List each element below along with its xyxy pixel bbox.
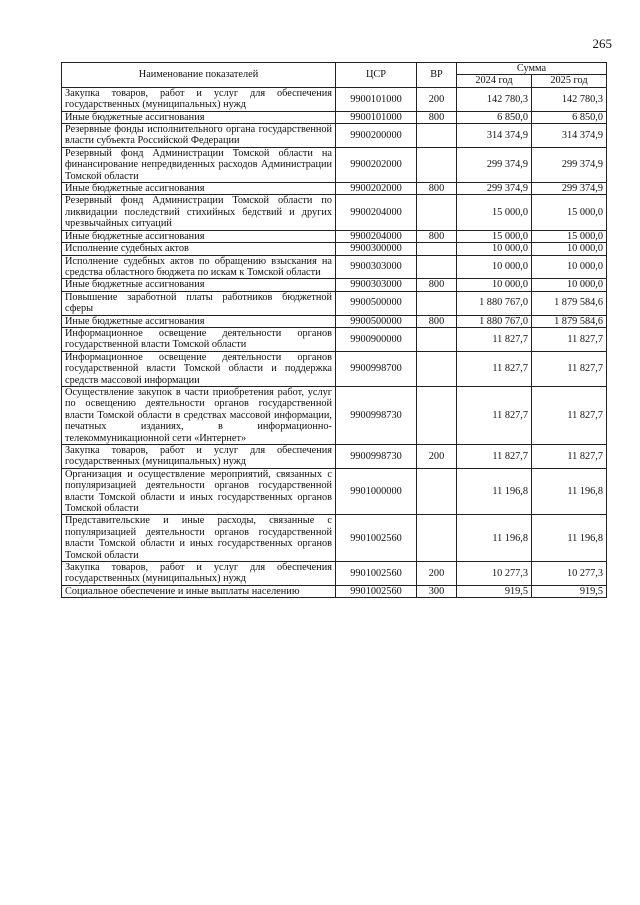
row-csr: 9900202000 (336, 183, 417, 195)
row-csr: 9900303000 (336, 279, 417, 291)
row-sum-2024: 1 880 767,0 (457, 291, 532, 315)
row-name: Резервный фонд Администрации Томской области на финансирование непредвиденных расходов Администрации Томской области (62, 147, 336, 182)
header-year-2024: 2024 год (457, 75, 532, 87)
table-row (62, 562, 607, 586)
row-name: Резервные фонды исполнительного органа государственной власти субъекта Российской Федерации (62, 124, 336, 148)
row-name: Информационное освещение деятельности органов государственной власти Томской области (62, 327, 336, 351)
row-name: Иные бюджетные ассигнования (62, 315, 336, 327)
row-sum-2025: 11 827,7 (532, 327, 607, 351)
row-sum-2024: 6 850,0 (457, 111, 532, 123)
table-row (62, 315, 607, 327)
row-vr: 800 (417, 279, 457, 291)
table-row (62, 255, 607, 279)
table-row (62, 468, 607, 515)
row-name: Иные бюджетные ассигнования (62, 111, 336, 123)
row-sum-2025: 919,5 (532, 585, 607, 597)
row-vr: 300 (417, 585, 457, 597)
row-csr: 9900202000 (336, 147, 417, 182)
row-sum-2025: 299 374,9 (532, 183, 607, 195)
header-vr: ВР (417, 63, 457, 88)
table-row (62, 87, 607, 111)
table-row (62, 243, 607, 255)
row-sum-2024: 299 374,9 (457, 183, 532, 195)
row-sum-2024: 11 827,7 (457, 445, 532, 469)
row-name: Осуществление закупок в части приобретения работ, услуг по освещению деятельности органов государственной власти Томской области в средствах массовой информации, печатных изданиях, в информационно-телекоммуникационной сети «Интернет» (62, 386, 336, 444)
row-name: Информационное освещение деятельности органов государственной власти Томской области и поддержка средств массовой информации (62, 351, 336, 386)
row-sum-2024: 142 780,3 (457, 87, 532, 111)
header-year-2025: 2025 год (532, 75, 607, 87)
row-sum-2024: 919,5 (457, 585, 532, 597)
row-sum-2025: 11 827,7 (532, 445, 607, 469)
row-name: Исполнение судебных актов по обращению взыскания на средства областного бюджета по искам к Томской области (62, 255, 336, 279)
row-vr (417, 243, 457, 255)
row-sum-2025: 1 879 584,6 (532, 315, 607, 327)
row-sum-2024: 11 827,7 (457, 386, 532, 444)
row-csr: 9900200000 (336, 124, 417, 148)
row-vr (417, 147, 457, 182)
table-row (62, 230, 607, 242)
row-sum-2024: 11 827,7 (457, 351, 532, 386)
row-name: Закупка товаров, работ и услуг для обеспечения государственных (муниципальных) нужд (62, 562, 336, 586)
page-number: 265 (592, 36, 612, 51)
row-csr: 9901000000 (336, 468, 417, 515)
row-vr: 800 (417, 183, 457, 195)
row-vr (417, 327, 457, 351)
table-body (62, 87, 607, 597)
row-sum-2025: 6 850,0 (532, 111, 607, 123)
row-name: Повышение заработной платы работников бюджетной сферы (62, 291, 336, 315)
row-sum-2025: 10 000,0 (532, 243, 607, 255)
row-sum-2024: 11 827,7 (457, 327, 532, 351)
row-vr (417, 195, 457, 230)
row-sum-2024: 11 196,8 (457, 515, 532, 562)
row-vr (417, 515, 457, 562)
row-sum-2025: 10 000,0 (532, 279, 607, 291)
row-sum-2025: 15 000,0 (532, 230, 607, 242)
row-sum-2025: 299 374,9 (532, 147, 607, 182)
table-row (62, 585, 607, 597)
row-sum-2024: 10 000,0 (457, 243, 532, 255)
row-csr: 9901002560 (336, 562, 417, 586)
table-row (62, 327, 607, 351)
row-csr: 9900500000 (336, 315, 417, 327)
table-row (62, 445, 607, 469)
row-sum-2025: 314 374,9 (532, 124, 607, 148)
row-csr: 9901002560 (336, 515, 417, 562)
row-sum-2025: 1 879 584,6 (532, 291, 607, 315)
row-csr: 9900500000 (336, 291, 417, 315)
row-name: Социальное обеспечение и иные выплаты населению (62, 585, 336, 597)
row-vr: 800 (417, 230, 457, 242)
table-row (62, 386, 607, 444)
table-row (62, 195, 607, 230)
row-vr: 800 (417, 315, 457, 327)
table-row (62, 291, 607, 315)
row-vr: 200 (417, 562, 457, 586)
row-name: Иные бюджетные ассигнования (62, 279, 336, 291)
row-sum-2024: 314 374,9 (457, 124, 532, 148)
table-header (62, 63, 607, 88)
row-name: Резервный фонд Администрации Томской области по ликвидации последствий стихийных бедствий и других чрезвычайных ситуаций (62, 195, 336, 230)
row-vr (417, 468, 457, 515)
row-csr: 9900998730 (336, 445, 417, 469)
row-csr: 9900900000 (336, 327, 417, 351)
row-sum-2025: 10 277,3 (532, 562, 607, 586)
row-sum-2024: 1 880 767,0 (457, 315, 532, 327)
row-sum-2025: 142 780,3 (532, 87, 607, 111)
row-name: Представительские и иные расходы, связанные с популяризацией деятельности органов государственной власти Томской области и иных государственных органов Томской области (62, 515, 336, 562)
table-row (62, 515, 607, 562)
row-name: Исполнение судебных актов (62, 243, 336, 255)
row-vr: 200 (417, 445, 457, 469)
row-csr: 9900998730 (336, 386, 417, 444)
row-sum-2024: 10 277,3 (457, 562, 532, 586)
row-sum-2025: 10 000,0 (532, 255, 607, 279)
budget-table (61, 62, 607, 598)
row-csr: 9900101000 (336, 87, 417, 111)
row-sum-2024: 15 000,0 (457, 230, 532, 242)
row-sum-2024: 10 000,0 (457, 279, 532, 291)
row-vr (417, 386, 457, 444)
row-csr: 9900998700 (336, 351, 417, 386)
header-sum: Сумма (457, 63, 607, 75)
row-sum-2024: 15 000,0 (457, 195, 532, 230)
row-name: Закупка товаров, работ и услуг для обеспечения государственных (муниципальных) нужд (62, 445, 336, 469)
header-csr: ЦСР (336, 63, 417, 88)
row-sum-2025: 11 827,7 (532, 351, 607, 386)
table-row (62, 124, 607, 148)
row-sum-2025: 11 196,8 (532, 468, 607, 515)
row-csr: 9900204000 (336, 195, 417, 230)
row-name: Закупка товаров, работ и услуг для обеспечения государственных (муниципальных) нужд (62, 87, 336, 111)
row-vr: 200 (417, 87, 457, 111)
row-vr (417, 255, 457, 279)
header-name: Наименование показателей (62, 63, 336, 88)
row-vr (417, 351, 457, 386)
table-row (62, 183, 607, 195)
row-csr: 9900303000 (336, 255, 417, 279)
row-sum-2025: 11 196,8 (532, 515, 607, 562)
row-csr: 9901002560 (336, 585, 417, 597)
table-row (62, 279, 607, 291)
row-name: Иные бюджетные ассигнования (62, 230, 336, 242)
row-sum-2024: 11 196,8 (457, 468, 532, 515)
row-vr (417, 124, 457, 148)
table-row (62, 351, 607, 386)
row-csr: 9900204000 (336, 230, 417, 242)
row-name: Организация и осуществление мероприятий, связанных с популяризацией деятельности органов государственной власти Томской области и иных государственных органов Томской области (62, 468, 336, 515)
row-name: Иные бюджетные ассигнования (62, 183, 336, 195)
row-vr: 800 (417, 111, 457, 123)
row-sum-2025: 15 000,0 (532, 195, 607, 230)
row-sum-2024: 10 000,0 (457, 255, 532, 279)
row-csr: 9900300000 (336, 243, 417, 255)
table-row (62, 111, 607, 123)
row-sum-2024: 299 374,9 (457, 147, 532, 182)
row-sum-2025: 11 827,7 (532, 386, 607, 444)
row-vr (417, 291, 457, 315)
row-csr: 9900101000 (336, 111, 417, 123)
table-row (62, 147, 607, 182)
